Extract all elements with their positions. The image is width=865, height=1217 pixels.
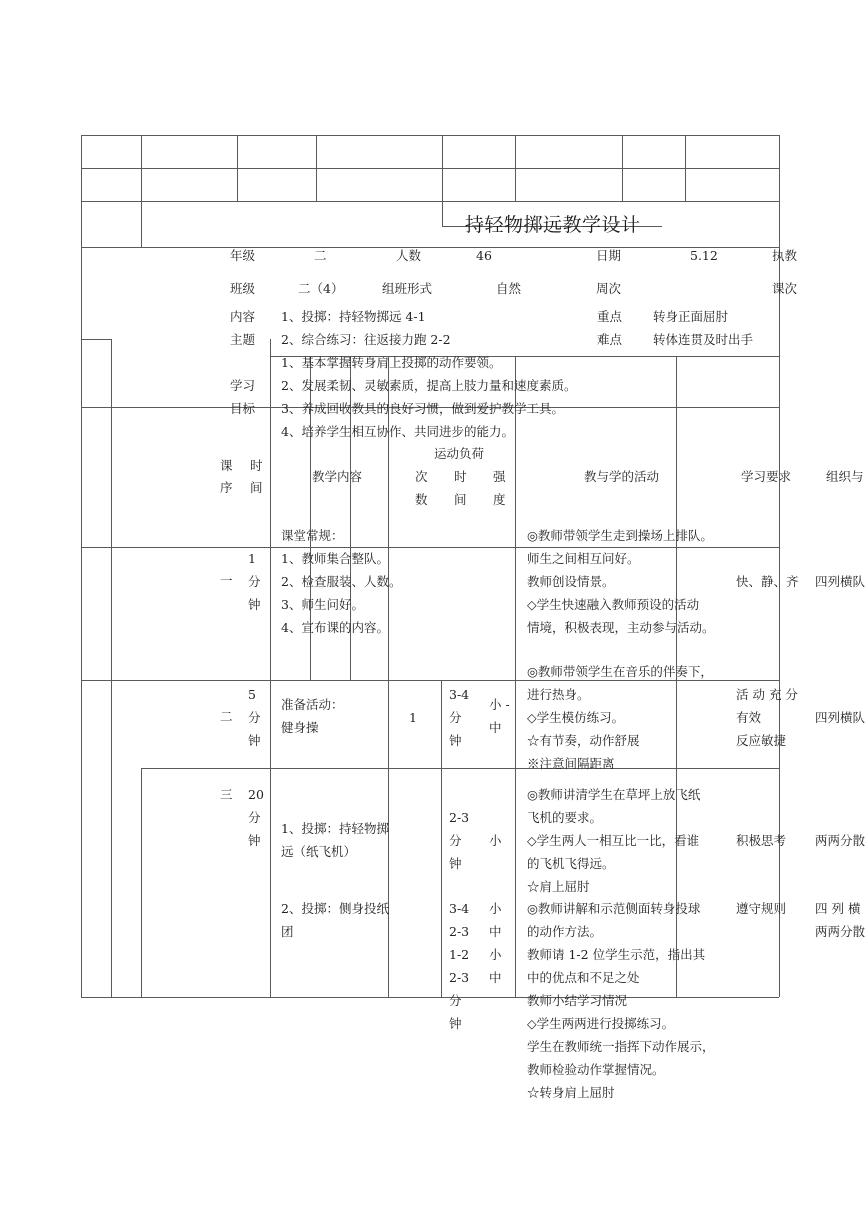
grid-line [270, 339, 271, 997]
organization: 两两分散 [815, 924, 865, 939]
section-time: 钟 [248, 833, 261, 848]
section-number: 三 [220, 787, 233, 802]
duration: 钟 [449, 733, 462, 748]
header-qiang: 强 [493, 469, 506, 484]
activity-line: ◇学生两两进行投掷练习。 [527, 1016, 675, 1031]
header-content: 教学内容 [312, 469, 363, 484]
requirement: 积极思考 [736, 833, 787, 848]
activity-line: ◎教师讲解和示范侧面转身投球 [527, 901, 701, 916]
activity-line: 学生在教师统一指挥下动作展示， [527, 1039, 715, 1054]
intensity: 中 [489, 970, 502, 985]
grid-line [779, 135, 780, 997]
header-jian: 间 [250, 480, 263, 495]
difficulty-label: 难点 [597, 332, 623, 347]
form-label: 组班形式 [382, 281, 433, 296]
content-item: 2、综合练习：往返接力跑 2-2 [281, 332, 451, 347]
activity-line: ◎教师带领学生在音乐的伴奏下， [527, 664, 713, 679]
content-line: 准备活动： [281, 697, 344, 712]
class-value: 二（4） [298, 281, 344, 296]
section-time: 分 [248, 710, 261, 725]
header-jian2: 间 [454, 492, 467, 507]
grid-line [441, 680, 442, 997]
activity-line: ◎教师带领学生走到操场上排队。 [527, 528, 713, 543]
duration: 3-4 [449, 901, 470, 916]
header-activity: 教与学的活动 [584, 469, 660, 484]
requirement: 有效 [736, 710, 762, 725]
content-line: 团 [281, 924, 294, 939]
activity-line: ◇学生快速融入教师预设的活动 [527, 597, 700, 612]
section-time: 20 [248, 787, 264, 802]
organization: 四列横队 [815, 710, 865, 725]
grid-line [141, 768, 779, 769]
activity-line: 教师小结学习情况 [527, 993, 628, 1008]
content-line: 远（纸飞机） [281, 844, 357, 859]
grid-line [622, 135, 623, 201]
activity-line: ☆肩上屈肘 [527, 879, 590, 894]
goal-item: 4、培养学生相互协作、共同进步的能力。 [281, 424, 514, 439]
activity-line: 中的优点和不足之处 [527, 970, 640, 985]
duration: 2-3 [449, 924, 470, 939]
duration: 1-2 [449, 947, 470, 962]
grid-line [81, 997, 779, 998]
intensity: 小 [489, 833, 502, 848]
intensity: 小 [489, 901, 502, 916]
section-time: 钟 [248, 597, 261, 612]
section-time: 5 [248, 687, 256, 702]
goal-item: 1、基本掌握转身肩上投掷的动作要领。 [281, 355, 502, 370]
date-label: 日期 [596, 248, 622, 263]
count-value: 46 [476, 248, 492, 263]
content-line: 2、检查服装、人数。 [281, 574, 402, 589]
grid-line [515, 356, 516, 997]
grid-line [81, 135, 82, 997]
organization: 四列横队 [815, 574, 865, 589]
duration: 分 [449, 993, 462, 1008]
duration: 3-4 [449, 687, 470, 702]
organization: 四 列 横 [815, 901, 861, 916]
duration: 钟 [449, 856, 462, 871]
grade-label: 年级 [230, 248, 256, 263]
goal-item: 3、养成回收教具的良好习惯，做到爱护教学工具。 [281, 401, 564, 416]
key-label: 重点 [597, 309, 623, 324]
section-time: 分 [248, 574, 261, 589]
content-label: 内容 [230, 309, 256, 324]
requirement: 反应敏捷 [736, 733, 787, 748]
key-value: 转身正面屈肘 [653, 309, 729, 324]
grid-line [237, 135, 238, 201]
class-label: 班级 [230, 281, 256, 296]
header-shu: 数 [415, 492, 428, 507]
grid-line [81, 135, 779, 136]
duration: 2-3 [449, 810, 470, 825]
count-label: 人数 [396, 248, 422, 263]
activity-line: 进行热身。 [527, 687, 590, 702]
grid-line [515, 135, 516, 201]
intensity: 小 [489, 947, 502, 962]
content-line: 1、教师集合整队。 [281, 551, 389, 566]
organization: 两两分散 [815, 833, 865, 848]
grid-line [111, 339, 112, 997]
grid-line [316, 135, 317, 201]
page-title: 持轻物掷远教学设计 [465, 214, 641, 236]
activity-line: ◇学生模仿练习。 [527, 710, 625, 725]
header-requirement: 学习要求 [741, 469, 792, 484]
requirement: 遵守规则 [736, 901, 787, 916]
week-label: 周次 [596, 281, 622, 296]
activity-line: 的飞机飞得远。 [527, 856, 615, 871]
activity-line: ☆转身肩上屈肘 [527, 1085, 615, 1100]
activity-line: 情境，积极表现，主动参与活动。 [527, 620, 715, 635]
grid-line [685, 135, 686, 201]
activity-line: 的动作方法。 [527, 924, 603, 939]
requirement: 活 动 充 分 [736, 687, 798, 702]
activity-line: ◇学生两人一相互比一比，看谁 [527, 833, 700, 848]
activity-line: ☆有节奏，动作舒展 [527, 733, 640, 748]
intensity: 小 - [489, 697, 510, 712]
content-line: 3、师生问好。 [281, 597, 364, 612]
content-line: 课堂常规： [281, 528, 344, 543]
requirement: 快、静、齐 [736, 574, 799, 589]
lesson-label: 课次 [772, 281, 798, 296]
activity-line: 教师检验动作掌握情况。 [527, 1062, 665, 1077]
goals-label: 学习 [230, 378, 256, 393]
duration: 分 [449, 710, 462, 725]
grid-line [81, 339, 111, 340]
duration: 2-3 [449, 970, 470, 985]
header-load: 运动负荷 [434, 446, 485, 461]
header-ke: 课 [220, 458, 233, 473]
grid-line [442, 135, 443, 226]
intensity: 中 [489, 720, 502, 735]
header-organization: 组织与 [826, 469, 864, 484]
section-time: 钟 [248, 733, 261, 748]
header-shi: 时 [250, 458, 263, 473]
grid-line [81, 680, 779, 681]
duration: 钟 [449, 1016, 462, 1031]
grid-line [141, 768, 142, 997]
goals-label: 目标 [230, 401, 256, 416]
activity-line: 教师请 1-2 位学生示范，指出其 [527, 947, 706, 962]
activity-line: 教师创设情景。 [527, 574, 615, 589]
header-xu: 序 [220, 480, 233, 495]
grid-line [81, 201, 779, 202]
content-item: 1、投掷：持轻物掷远 4-1 [281, 309, 426, 324]
duration: 分 [449, 833, 462, 848]
grid-line [81, 168, 779, 169]
activity-line: 师生之间相互问好。 [527, 551, 640, 566]
grid-line [81, 547, 779, 548]
section-time: 1 [248, 551, 256, 566]
header-du: 度 [493, 492, 506, 507]
difficulty-value: 转体连贯及时出手 [653, 332, 754, 347]
goal-item: 2、发展柔韧、灵敏素质，提高上肢力量和速度素质。 [281, 378, 577, 393]
teacher-label: 执教 [772, 248, 798, 263]
header-ci: 次 [415, 469, 428, 484]
intensity: 中 [489, 924, 502, 939]
section-time: 分 [248, 810, 261, 825]
content-line: 2、投掷：侧身投纸 [281, 901, 389, 916]
content-line: 1、投掷：持轻物掷 [281, 821, 389, 836]
grid-line [81, 247, 779, 248]
form-value: 自然 [496, 281, 522, 296]
activity-line: 飞机的要求。 [527, 810, 603, 825]
header-shi2: 时 [454, 469, 467, 484]
content-line: 健身操 [281, 720, 319, 735]
grid-line [141, 135, 142, 247]
grade-value: 二 [314, 248, 327, 263]
activity-line: ◎教师讲清学生在草坪上放飞纸 [527, 787, 701, 802]
section-number: 一 [220, 573, 233, 588]
content-line: 4、宣布课的内容。 [281, 620, 389, 635]
times-count: 1 [409, 710, 417, 725]
section-number: 二 [220, 709, 233, 724]
theme-label: 主题 [230, 332, 256, 347]
date-value: 5.12 [690, 248, 718, 263]
activity-line: ※注意间隔距离 [527, 756, 615, 771]
